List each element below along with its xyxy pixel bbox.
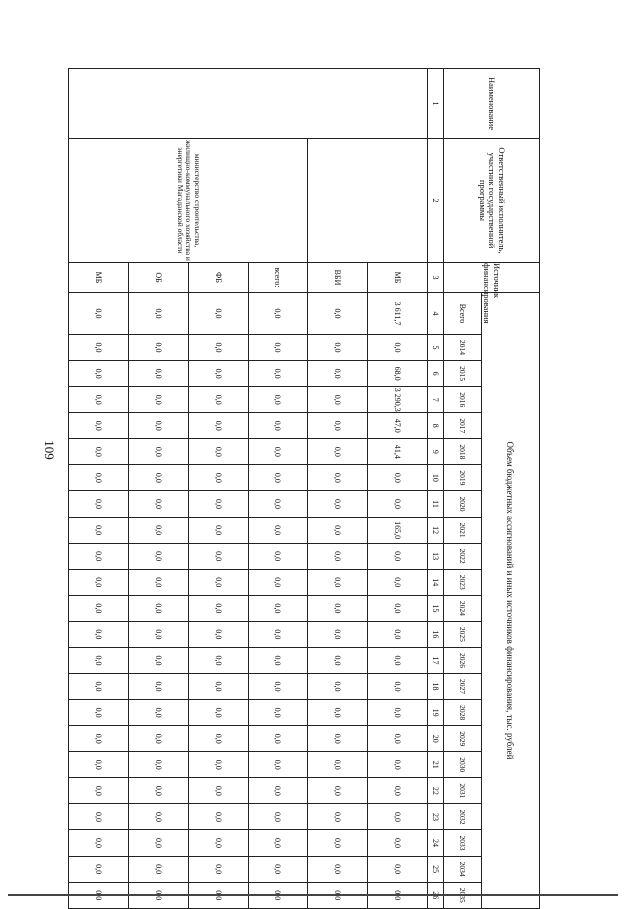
header-year: 2029 [444,726,482,752]
cell-value: 0,0 [248,674,308,700]
column-number: 7 [428,387,444,413]
cell-value: 0,0 [308,465,368,491]
cell-total: 0,0 [128,293,188,335]
cell-value: 0,0 [308,621,368,647]
cell-value: 0,0 [128,465,188,491]
cell-value: 0,0 [188,752,248,778]
cell-value: 0,0 [248,647,308,673]
cell-value: 0,0 [188,543,248,569]
header-year: 2018 [444,439,482,465]
cell-total: 0,0 [69,293,129,335]
cell-value: 0,0 [368,465,428,491]
column-number: 21 [428,752,444,778]
column-number: 2 [428,139,444,263]
cell-value: 0,0 [128,387,188,413]
cell-value: 0,0 [248,491,308,517]
cell-value: 0,0 [248,830,308,856]
cell-value: 0,0 [69,856,129,882]
column-number: 10 [428,465,444,491]
cell-value: 0,0 [69,361,129,387]
cell-value: 0,0 [188,674,248,700]
column-number: 11 [428,491,444,517]
column-number: 12 [428,517,444,543]
cell-value: 0,0 [69,543,129,569]
column-number: 23 [428,804,444,830]
cell-value: 0,0 [69,674,129,700]
cell-value: 0,0 [368,700,428,726]
cell-value: 0,0 [188,491,248,517]
cell-value: 0,0 [188,387,248,413]
cell-value: 0,0 [69,621,129,647]
header-year: 2015 [444,361,482,387]
cell-value: 0,0 [308,361,368,387]
cell-value: 0,0 [188,700,248,726]
cell-value: 0,0 [128,413,188,439]
cell-value: 0,0 [128,335,188,361]
cell-value: 0,0 [368,830,428,856]
header-year: 2031 [444,778,482,804]
cell-value: 0,0 [368,778,428,804]
header-year: 2028 [444,700,482,726]
cell-value: 0,0 [128,439,188,465]
cell-value: 0,0 [128,569,188,595]
column-number: 8 [428,413,444,439]
cell-value: 0,0 [128,700,188,726]
column-number: 1 [428,69,444,139]
cell-value: 0,0 [308,595,368,621]
cell-value: 0,0 [308,413,368,439]
cell-responsible: министерство строительства, жилищно-коммунального хозяйства и энергетики Магаданской области [69,139,308,263]
cell-value: 0,0 [69,335,129,361]
header-year: 2020 [444,491,482,517]
table-row [368,69,428,909]
header-year: 2032 [444,804,482,830]
cell-value: 0,0 [308,569,368,595]
cell-value: 0,0 [188,647,248,673]
cell-value: 0,0 [248,413,308,439]
cell-total: 3 611,7 [368,293,428,335]
cell-value: 47,0 [368,413,428,439]
cell-value: 0,0 [188,595,248,621]
table-row [248,69,308,909]
cell-value: 0,0 [188,335,248,361]
cell-value: 0,0 [69,569,129,595]
cell-source: всего: [248,263,308,293]
header-year: 2017 [444,413,482,439]
cell-value: 0,0 [368,856,428,882]
cell-value: 0,0 [308,491,368,517]
budget-table [68,68,540,909]
cell-value: 0,0 [128,647,188,673]
cell-value: 0,0 [69,465,129,491]
column-number: 5 [428,335,444,361]
cell-value: 0,0 [248,569,308,595]
cell-value: 0,0 [308,387,368,413]
cell-value: 0,0 [128,491,188,517]
cell-value: 0,0 [128,621,188,647]
column-number: 4 [428,293,444,335]
cell-value: 0,0 [188,726,248,752]
cell-value: 0,0 [188,439,248,465]
cell-source: ВБИ [308,263,368,293]
cell-value: 0,0 [248,517,308,543]
cell-value: 41,4 [368,439,428,465]
column-number: 9 [428,439,444,465]
cell-value: 0,0 [69,491,129,517]
cell-value: 0,0 [188,413,248,439]
column-number: 15 [428,595,444,621]
header-year: 2030 [444,752,482,778]
cell-value: 0,0 [368,621,428,647]
cell-value: 0,0 [248,387,308,413]
footer-rule [8,894,618,896]
cell-value: 0,0 [69,517,129,543]
cell-value: 0,0 [248,726,308,752]
header-name: Наименование [444,69,540,139]
cell-value: 0,0 [248,335,308,361]
cell-value: 0,0 [248,439,308,465]
header-year: 2016 [444,387,482,413]
cell-value: 0,0 [69,387,129,413]
cell-value: 0,0 [69,439,129,465]
cell-total: 0,0 [188,293,248,335]
cell-value: 0,0 [248,621,308,647]
cell-value: 0,0 [368,674,428,700]
cell-value: 0,0 [128,752,188,778]
header-year: 2021 [444,517,482,543]
cell-value: 0,0 [188,361,248,387]
cell-value: 0,0 [248,700,308,726]
column-number: 14 [428,569,444,595]
header-responsible: Ответственный исполнитель, участник государственной программы [444,139,540,263]
cell-value: 0,0 [248,543,308,569]
cell-value: 0,0 [188,569,248,595]
cell-value: 0,0 [308,700,368,726]
header-total: Всего [444,293,482,335]
header-budget-title: Объем бюджетных ассигнований и иных источников финансирования, тыс. рублей [482,293,540,909]
cell-value: 0,0 [308,647,368,673]
cell-value: 0,0 [368,491,428,517]
cell-value: 0,0 [368,647,428,673]
cell-value: 0,0 [69,647,129,673]
cell-value: 0,0 [368,335,428,361]
cell-value: 0,0 [128,543,188,569]
column-number: 22 [428,778,444,804]
header-year: 2019 [444,465,482,491]
header-row-main [482,69,540,909]
cell-value: 0,0 [128,361,188,387]
cell-value: 0,0 [69,595,129,621]
cell-value: 0,0 [248,361,308,387]
cell-value: 0,0 [308,543,368,569]
cell-value: 0,0 [368,595,428,621]
column-number: 24 [428,830,444,856]
cell-value: 0,0 [368,726,428,752]
cell-value: 0,0 [128,726,188,752]
table-rotated-box [68,68,540,908]
cell-value: 0,0 [188,465,248,491]
cell-value: 0,0 [69,726,129,752]
cell-value: 0,0 [368,543,428,569]
cell-value: 0,0 [248,778,308,804]
column-number: 3 [428,263,444,293]
header-source: Источник финансирования [444,263,540,293]
cell-value: 0,0 [128,804,188,830]
column-number: 19 [428,700,444,726]
header-year: 2022 [444,543,482,569]
table-container [68,68,540,908]
column-number: 13 [428,543,444,569]
header-year: 2024 [444,595,482,621]
cell-value: 0,0 [308,517,368,543]
cell-value: 0,0 [368,752,428,778]
cell-value: 0,0 [248,856,308,882]
cell-value: 0,0 [69,804,129,830]
cell-value: 0,0 [69,413,129,439]
cell-value: 0,0 [248,804,308,830]
cell-value: 0,0 [308,439,368,465]
cell-value: 0,0 [188,856,248,882]
cell-value: 0,0 [188,517,248,543]
cell-value: 0,0 [368,804,428,830]
cell-total: 0,0 [248,293,308,335]
cell-value: 0,0 [188,804,248,830]
cell-value: 0,0 [248,752,308,778]
cell-value: 3 290,3 [368,387,428,413]
cell-value: 0,0 [368,569,428,595]
cell-source: МБ [368,263,428,293]
cell-value: 68,0 [368,361,428,387]
cell-name [69,69,428,139]
cell-value: 0,0 [308,830,368,856]
cell-value: 0,0 [308,752,368,778]
cell-value: 0,0 [69,778,129,804]
column-number: 16 [428,621,444,647]
cell-value: 0,0 [308,778,368,804]
page-number [37,432,61,468]
cell-value: 0,0 [69,700,129,726]
column-number: 17 [428,647,444,673]
cell-source: ОБ [128,263,188,293]
cell-value: 0,0 [128,595,188,621]
header-row-numbers [428,69,444,909]
cell-value: 0,0 [128,856,188,882]
cell-value: 0,0 [128,517,188,543]
cell-value: 0,0 [308,335,368,361]
cell-value: 0,0 [188,621,248,647]
cell-value: 0,0 [69,830,129,856]
column-number: 20 [428,726,444,752]
cell-value: 0,0 [188,778,248,804]
cell-value: 0,0 [248,595,308,621]
cell-value: 0,0 [188,830,248,856]
page-number-text: 109 [42,440,57,460]
cell-value: 165,0 [368,517,428,543]
header-year: 2033 [444,830,482,856]
cell-value: 0,0 [128,830,188,856]
cell-value: 0,0 [128,674,188,700]
header-year: 2026 [444,647,482,673]
cell-value: 0,0 [248,465,308,491]
cell-value: 0,0 [308,856,368,882]
header-year: 2025 [444,621,482,647]
cell-source: ФБ [188,263,248,293]
column-number: 6 [428,361,444,387]
column-number: 25 [428,856,444,882]
cell-value: 0,0 [128,778,188,804]
header-year: 2014 [444,335,482,361]
cell-source: МБ [69,263,129,293]
cell-value: 0,0 [69,752,129,778]
cell-value: 0,0 [308,726,368,752]
header-year: 2034 [444,856,482,882]
column-number: 18 [428,674,444,700]
header-year: 2027 [444,674,482,700]
cell-value: 0,0 [308,674,368,700]
cell-value: 0,0 [308,804,368,830]
cell-responsible-empty [308,139,428,263]
cell-total: 0,0 [308,293,368,335]
header-year: 2023 [444,569,482,595]
